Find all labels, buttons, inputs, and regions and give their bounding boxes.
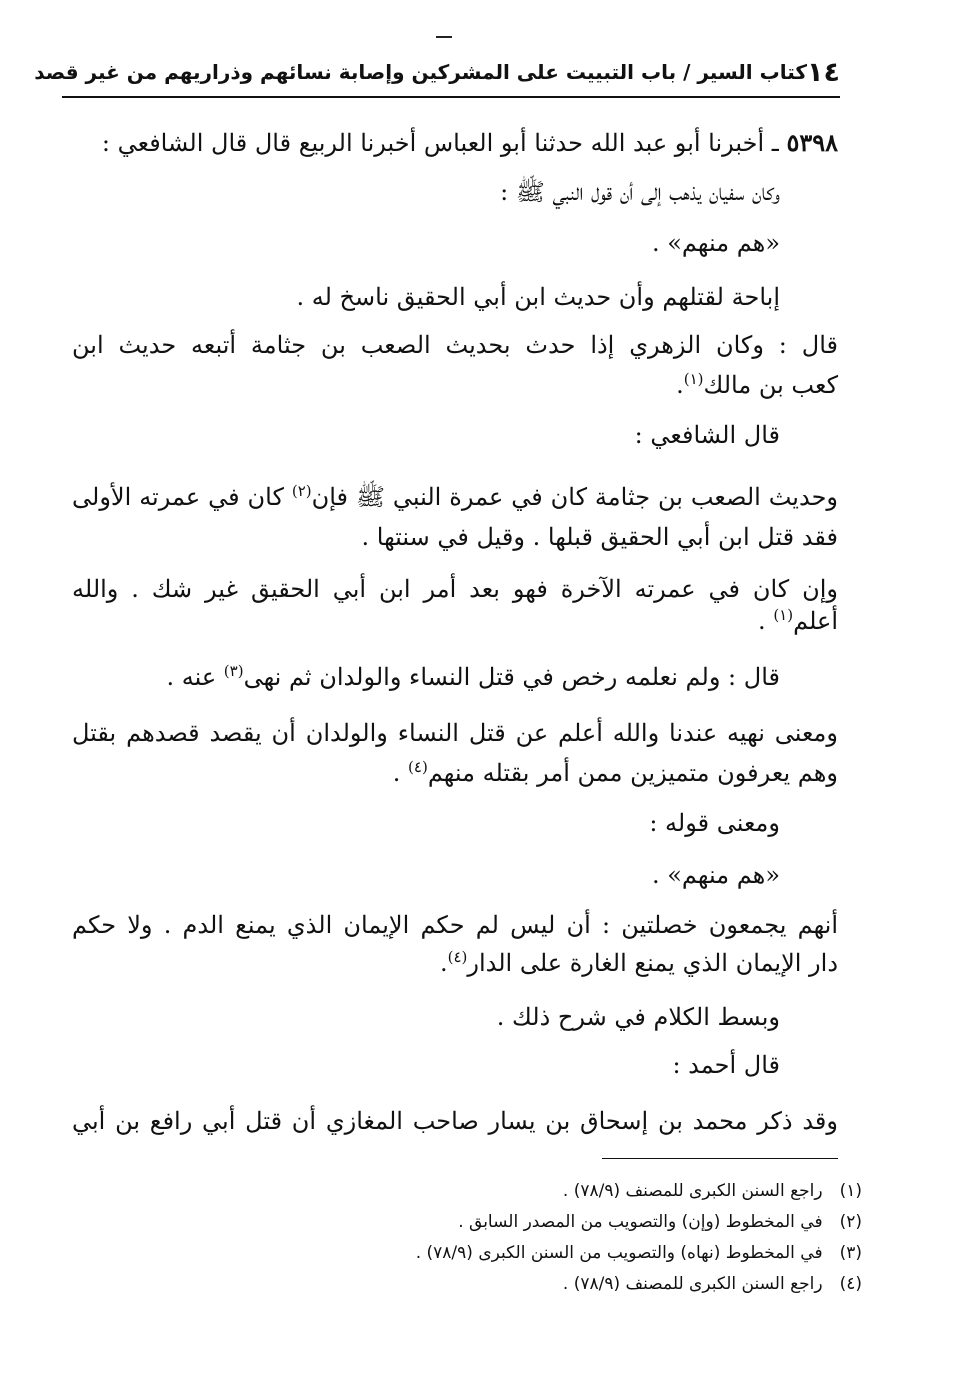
body-line-8a: وحديث الصعب بن جثامة كان في عمرة النبي ﷺ فإن bbox=[311, 483, 838, 511]
body-line-8 bbox=[72, 480, 838, 514]
footnote-number: (٤) bbox=[839, 1274, 862, 1294]
body-line-1 bbox=[102, 126, 838, 160]
page-header bbox=[34, 48, 840, 98]
footnote-text: راجع السنن الكبرى للمصنف (٧٨/٩) . bbox=[562, 1181, 823, 1201]
body-line-12b: عنه . bbox=[166, 663, 224, 691]
footnote-ref-3: (٣) bbox=[223, 662, 244, 680]
body-line-15: ومعنى قوله : bbox=[649, 809, 780, 837]
footnote-text: راجع السنن الكبرى للمصنف (٧٨/٩) . bbox=[562, 1274, 823, 1294]
body-line-18 bbox=[440, 946, 838, 980]
body-line-9: فقد قتل ابن أبي الحقيق قبلها . وقيل في سنتها . bbox=[361, 523, 838, 551]
body-line-2: وكان سفيان يذهب إلى أن قول النبي ﷺ : bbox=[500, 178, 780, 206]
body-line-12a: قال : ولم نعلمه رخص في قتل النساء والولدان ثم نهى bbox=[243, 663, 780, 691]
footnote-2 bbox=[458, 1211, 862, 1233]
body-line-6 bbox=[676, 368, 838, 402]
header-mark bbox=[436, 36, 452, 38]
body-line-4: إباحة لقتلهم وأن حديث ابن أبي الحقيق ناسخ له . bbox=[296, 283, 780, 311]
body-line-19: وبسط الكلام في شرح ذلك . bbox=[496, 1003, 780, 1031]
body-line-14-text: وهم يعرفون متميزين ممن أمر بقتله منهم bbox=[427, 759, 838, 787]
footnote-ref-4b: (٤) bbox=[447, 948, 468, 966]
footnote-divider bbox=[602, 1158, 838, 1159]
body-line-8b: كان في عمرته الأولى bbox=[72, 483, 292, 511]
body-line-16: «هم منهم» . bbox=[651, 861, 780, 889]
footnote-number: (٢) bbox=[839, 1212, 862, 1232]
footnote-ref-1b: (١) bbox=[773, 606, 794, 624]
running-title: كتاب السير / باب التبييت على المشركين وإصابة نسائهم وذراريهم من غير قصد bbox=[34, 60, 808, 84]
body-line-7: قال الشافعي : bbox=[634, 421, 780, 449]
body-line-11-text: أعلم bbox=[793, 607, 838, 635]
body-line-18-end: . bbox=[439, 949, 448, 977]
footnote-text: في المخطوط (وإن) والتصويب من المصدر السابق . bbox=[458, 1212, 823, 1232]
footnote-number: (٣) bbox=[839, 1243, 862, 1263]
body-line-14-end: . bbox=[392, 759, 409, 787]
footnote-3 bbox=[416, 1242, 862, 1264]
body-line-3: «هم منهم» . bbox=[651, 229, 780, 257]
footnote-ref-4: (٤) bbox=[408, 758, 428, 776]
body-line-5: قال : وكان الزهري إذا حدث بحديث الصعب بن جثامة أتبعه حديث ابن bbox=[72, 331, 838, 359]
body-line-11 bbox=[758, 604, 838, 638]
body-line-17: أنهم يجمعون خصلتين : أن ليس لم حكم الإيمان الذي يمنع الدم . ولا حكم bbox=[72, 911, 838, 939]
body-line-21: وقد ذكر محمد بن إسحاق بن يسار صاحب المغازي أن قتل أبي رافع بن أبي bbox=[72, 1107, 838, 1135]
body-line-1-text: ـ أخبرنا أبو عبد الله حدثنا أبو العباس أخبرنا الربيع قال قال الشافعي : bbox=[101, 129, 787, 157]
body-line-6-text: كعب بن مالك bbox=[703, 371, 838, 399]
footnote-1 bbox=[563, 1180, 862, 1202]
body-line-13: ومعنى نهيه عندنا والله أعلم عن قتل النساء والولدان أن يقصد قصدهم بقتل bbox=[72, 719, 838, 747]
footnote-ref-2: (٢) bbox=[291, 482, 312, 500]
body-line-6-end: . bbox=[676, 371, 684, 399]
body-line-10: وإن كان في عمرته الآخرة فهو بعد أمر ابن أبي الحقيق غير شك . والله bbox=[72, 575, 838, 603]
body-line-11-end: . bbox=[758, 607, 774, 635]
footnote-ref-1: (١) bbox=[683, 370, 704, 388]
hadith-number: ٥٣٩٨ bbox=[786, 128, 838, 157]
body-line-14 bbox=[393, 756, 838, 790]
page-number: ١٤ bbox=[807, 56, 840, 88]
body-line-12 bbox=[166, 660, 780, 694]
footnote-number: (١) bbox=[839, 1181, 862, 1201]
footnote-4 bbox=[563, 1273, 862, 1295]
body-line-18-text: دار الإيمان الذي يمنع الغارة على الدار bbox=[467, 949, 838, 977]
footnote-text: في المخطوط (نهاه) والتصويب من السنن الكبرى (٧٨/٩) . bbox=[415, 1243, 823, 1263]
body-line-20: قال أحمد : bbox=[672, 1051, 780, 1079]
